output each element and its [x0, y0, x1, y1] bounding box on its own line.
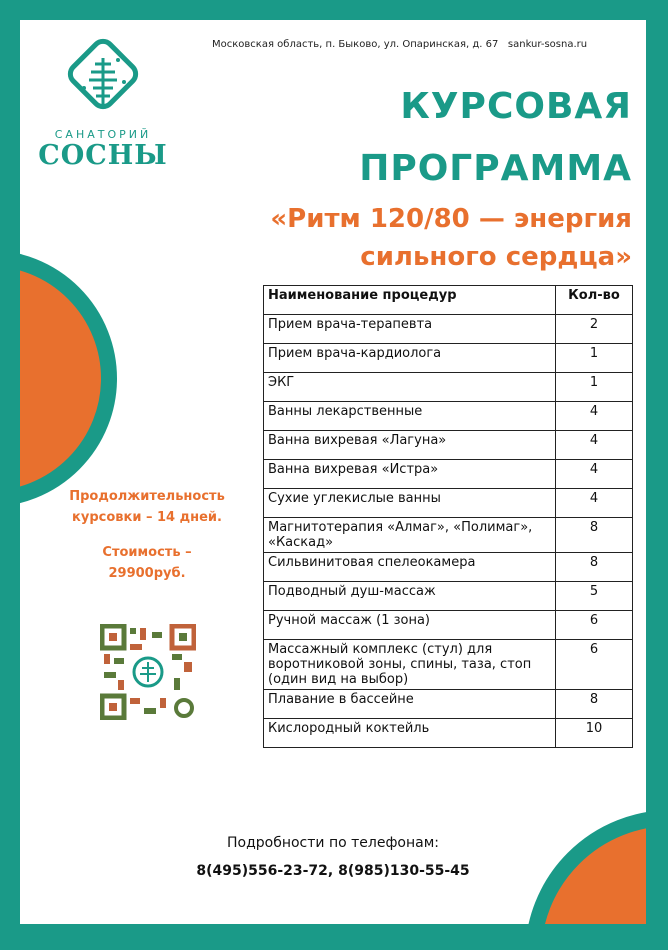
table-row	[264, 315, 633, 344]
procedure-name: ЭКГ	[264, 373, 556, 402]
table-row	[264, 582, 633, 611]
procedure-qty: 6	[556, 611, 633, 640]
procedure-qty: 8	[556, 518, 633, 553]
procedure-qty: 4	[556, 460, 633, 489]
duration-line-2: курсовки – 14 дней.	[72, 510, 222, 525]
procedure-name: Плавание в бассейне	[264, 690, 556, 719]
header-procedure-name: Наименование процедур	[264, 286, 556, 315]
procedure-name: Кислородный коктейль	[264, 719, 556, 748]
table-row	[264, 690, 633, 719]
procedure-qty: 8	[556, 553, 633, 582]
sanatorium-logo	[38, 36, 168, 176]
decor-circle-left	[20, 250, 117, 507]
table-row	[264, 344, 633, 373]
procedure-qty: 2	[556, 315, 633, 344]
procedure-qty: 4	[556, 431, 633, 460]
procedure-name: Магнитотерапия «Алмаг», «Полимаг», «Каскад»	[264, 518, 556, 553]
procedure-name: Массажный комплекс (стул) для воротниковой зоны, спины, таза, стоп (один вид на выбор)	[264, 640, 556, 690]
table-row	[264, 489, 633, 518]
title-line-2: ПРОГРАММА	[359, 148, 632, 189]
contact-label: Подробности по телефонам:	[226, 835, 440, 851]
procedure-name: Прием врача-кардиолога	[264, 344, 556, 373]
procedure-name: Сухие углекислые ванны	[264, 489, 556, 518]
table-row	[264, 640, 633, 690]
duration-line-1: Продолжительность	[69, 489, 225, 504]
course-info	[42, 486, 252, 584]
table-row	[264, 719, 633, 748]
table-row	[264, 402, 633, 431]
procedure-name: Прием врача-терапевта	[264, 315, 556, 344]
procedure-name: Ванна вихревая «Истра»	[264, 460, 556, 489]
procedure-qty: 1	[556, 344, 633, 373]
qr-code-icon[interactable]	[100, 624, 196, 720]
address-text: Московская область, п. Быково, ул. Опаринская, д. 67	[212, 39, 499, 50]
website-link[interactable]: sankur-sosna.ru	[507, 39, 588, 50]
table-row	[264, 431, 633, 460]
contact-phones[interactable]: 8(495)556-23-72, 8(985)130-55-45	[196, 863, 470, 879]
procedure-name: Подводный душ-массаж	[264, 582, 556, 611]
logo-subtitle: САНАТОРИЙ	[54, 128, 152, 141]
price-line-1: Стоимость –	[102, 545, 192, 560]
program-name-line-1: «Ритм 120/80 — энергия	[270, 204, 632, 234]
table-row	[264, 611, 633, 640]
procedure-name: Ручной массаж (1 зона)	[264, 611, 556, 640]
procedure-qty: 1	[556, 373, 633, 402]
procedure-name: Сильвинитовая спелеокамера	[264, 553, 556, 582]
procedures-table	[263, 285, 633, 748]
procedure-qty: 5	[556, 582, 633, 611]
table-row	[264, 518, 633, 553]
logo-title: СОСНЫ	[38, 140, 168, 171]
procedure-qty: 4	[556, 402, 633, 431]
title-line-1: КУРСОВАЯ	[400, 86, 632, 127]
table-row	[264, 553, 633, 582]
header-quantity: Кол-во	[556, 286, 633, 315]
header-address-line	[212, 39, 642, 50]
program-name	[172, 200, 632, 276]
procedure-qty: 8	[556, 690, 633, 719]
procedure-qty: 6	[556, 640, 633, 690]
program-name-line-2: сильного сердца»	[360, 242, 632, 272]
procedure-qty: 4	[556, 489, 633, 518]
poster-card	[20, 20, 646, 924]
procedure-qty: 10	[556, 719, 633, 748]
procedure-name: Ванны лекарственные	[264, 402, 556, 431]
pine-tree-icon	[38, 36, 168, 128]
table-row	[264, 460, 633, 489]
procedure-name: Ванна вихревая «Лагуна»	[264, 431, 556, 460]
table-header-row	[264, 286, 633, 315]
table-row	[264, 373, 633, 402]
price-line-2: 29900руб.	[108, 566, 186, 581]
